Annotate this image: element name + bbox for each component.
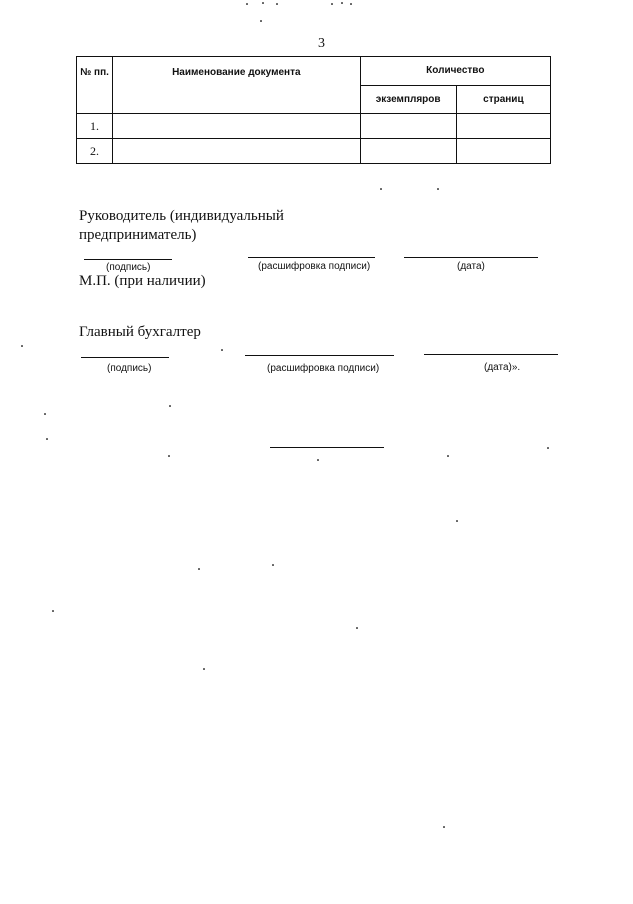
row-number: 2. xyxy=(77,139,113,164)
header-document-name: Наименование документа xyxy=(113,57,361,114)
head-date-caption: (дата) xyxy=(457,261,485,272)
table-row xyxy=(77,139,551,164)
documents-table xyxy=(76,56,551,164)
head-title-line1: Руководитель (индивидуальный xyxy=(79,208,284,224)
accountant-title: Главный бухгалтер xyxy=(79,324,201,340)
row-copies xyxy=(360,139,456,164)
row-number: 1. xyxy=(77,114,113,139)
header-number: № пп. xyxy=(77,57,113,114)
accountant-decoding-line xyxy=(245,355,394,356)
head-decoding-line xyxy=(248,257,375,258)
accountant-signature-line xyxy=(81,357,169,358)
row-copies xyxy=(360,114,456,139)
accountant-date-caption: (дата)». xyxy=(484,362,521,373)
page-number: 3 xyxy=(318,36,325,51)
row-pages xyxy=(456,139,550,164)
head-signature-caption: (подпись) xyxy=(106,262,151,273)
head-title-line2: предприниматель) xyxy=(79,227,197,243)
accountant-decoding-caption: (расшифровка подписи) xyxy=(267,363,380,374)
row-pages xyxy=(456,114,550,139)
stamp-note: М.П. (при наличии) xyxy=(79,273,206,289)
accountant-signature-caption: (подпись) xyxy=(107,363,152,374)
row-document-name xyxy=(113,114,361,139)
head-date-line xyxy=(404,257,538,258)
header-pages: страниц xyxy=(456,85,550,114)
accountant-date-line xyxy=(424,354,558,355)
header-quantity: Количество xyxy=(360,57,550,86)
head-decoding-caption: (расшифровка подписи) xyxy=(258,261,371,272)
header-copies: экземпляров xyxy=(360,85,456,114)
head-signature-line xyxy=(84,259,172,260)
closing-separator-line xyxy=(270,447,384,448)
table-row xyxy=(77,114,551,139)
row-document-name xyxy=(113,139,361,164)
